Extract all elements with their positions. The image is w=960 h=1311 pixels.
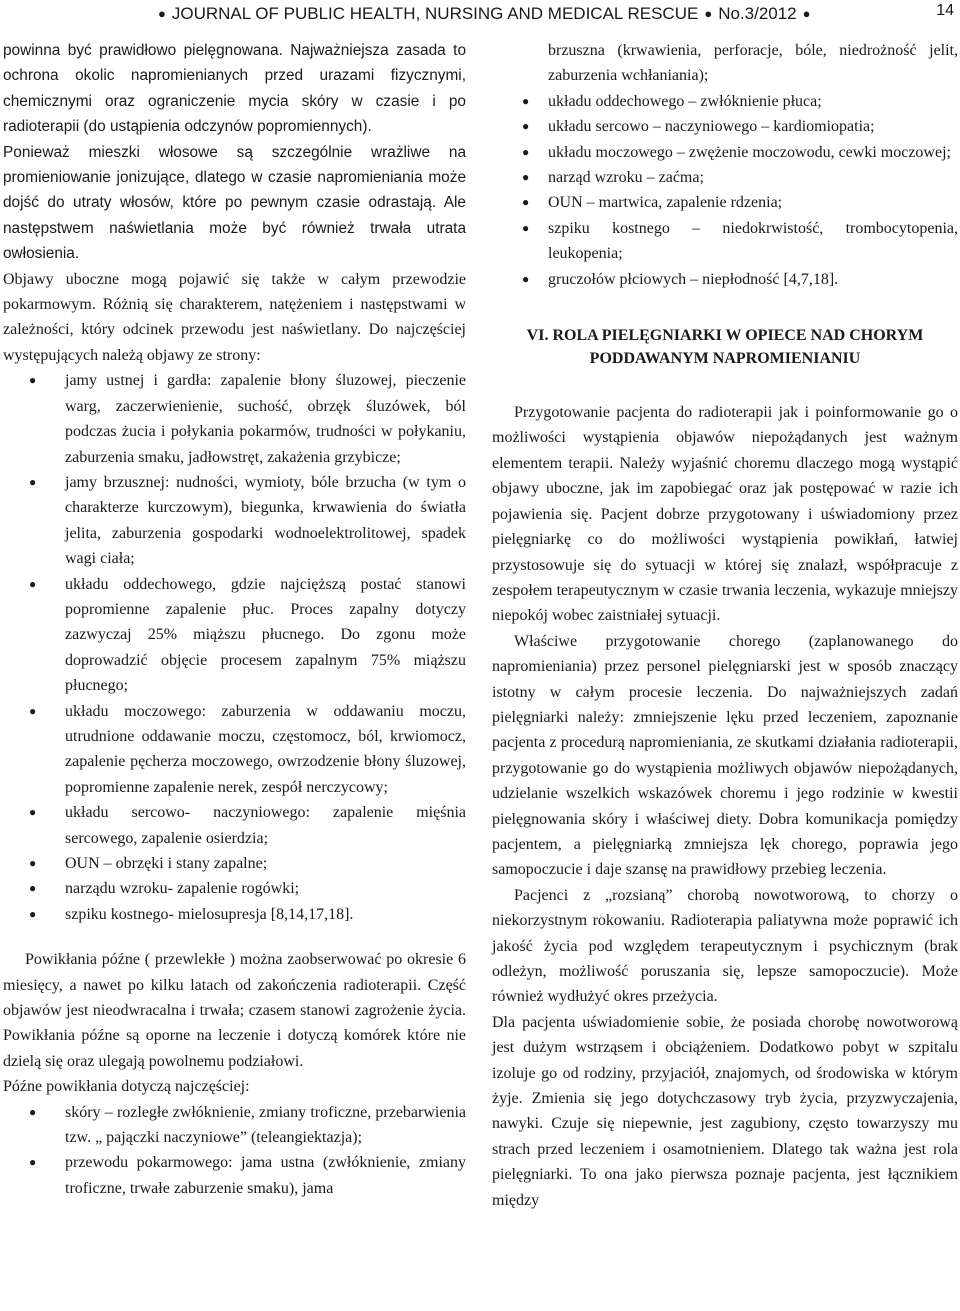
- list-item: ● narządu wzroku- zapalenie rogówki;: [3, 876, 466, 901]
- paragraph: Dla pacjenta uświadomienie sobie, że posiada chorobę nowotworową jest dużym wstrząsem i obciążeniem. Dodatkowo pobyt w szpitalu izoluje go od rodziny, przyjaciół, znajomych, od środowiska w którym żyje. Zmienia się jego dotychczasowy tryb życia, przyzwyczajenia, nawyki. Czuje się niepewnie, jest zagubiony, często towarzyszy mu strach przed leczeniem i osamotnieniem. Dlatego tak ważna jest rola pielęgniarki. To ona jako pierwsza poznaje pacjenta, jest łącznikiem między: [492, 1013, 958, 1209]
- issue-number: No.3/2012: [718, 4, 797, 23]
- list-item: ● OUN – obrzęki i stany zapalne;: [3, 851, 466, 876]
- running-header: [0, 4, 960, 30]
- list-item: ● szpiku kostnego- mielosupresja [8,14,17,18].: [3, 902, 466, 927]
- page-number: 14: [936, 2, 954, 19]
- section-heading: VI. ROLA PIELĘGNIARKI W OPIECE NAD CHORYM PODDAWANYM NAPROMIENIANIU: [526, 327, 924, 368]
- early-complications-list: [3, 368, 466, 927]
- paragraph: Właściwe przygotowanie chorego (zaplanowanego do napromieniania) przez personel pielęgniarski jest w sposób znaczący istotny w całym procesie leczenia. Do najważniejszych zadań pielęgniarki należy: zmniejszenie lęku przed leczeniem, zapoznanie pacjenta z procedurą napromieniania, ze skutkami działania radioterapii, przygotowanie go do wystąpienia możliwych objawów niepożądanych, udzielanie wszelkich wskazówek choremu i jego rodzinie w kwestii pielęgnowania skóry i właściwej diety. Dobra komunikacja pomiędzy pacjentem, a pielęgniarką zmniejsza lęk chorego, poprawia jego samopoczucie i daje szansę na prawidłowy przebieg leczenia.: [492, 632, 958, 879]
- right-column: [492, 38, 958, 1213]
- bullet-icon: ●: [158, 6, 166, 21]
- list-item: ● układu oddechowego – zwłóknienie płuca;: [492, 89, 958, 114]
- list-item: ● jamy ustnej i gardła: zapalenie błony śluzowej, pieczenie warg, zaczerwienienie, suchość, obrzęk śluzówek, ból podczas żucia i połykania pokarmów, trudności w połykaniu, zaburzenia smaku, jadłowstręt, zakażenia grzybicze;: [3, 368, 466, 470]
- journal-title: JOURNAL OF PUBLIC HEALTH, NURSING AND MEDICAL RESCUE: [171, 4, 699, 23]
- list-item: ● przewodu pokarmowego: jama ustna (zwłóknienie, zmiany troficzne, trwałe zaburzenie smaku), jama: [3, 1150, 466, 1201]
- late-complications-list: [3, 1100, 466, 1202]
- list-item: ● jamy brzusznej: nudności, wymioty, bóle brzucha (w tym o charakterze kurczowym), biegunka, krwawienia do światła jelita, zaburzenia gospodarki wodnoelektrolitowej, spadek wagi ciała;: [3, 470, 466, 572]
- paragraph: Pacjenci z „rozsianą” chorobą nowotworową, to chorzy o niekorzystnym rokowaniu. Radioterapia paliatywna może poprawić ich jakość życia pod względem terapeutycznym i psychicznym (brak odleżyn, możliwość poruszania się, lepsze samopoczucie). Może również wydłużyć okres przeżycia.: [492, 886, 958, 1006]
- paragraph: Objawy uboczne mogą pojawić się także w całym przewodzie pokarmowym. Różnią się charakterem, natężeniem i następstwami w zależności, który odcinek przewodu jest naświetlany. Do najczęściej występujących należą objawy ze strony:: [3, 270, 466, 364]
- paragraph: Przygotowanie pacjenta do radioterapii jak i poinformowanie go o możliwości wystąpienia objawów niepożądanych jest ważnym elementem terapii. Należy wyjaśnić choremu dlaczego mogą wystąpić objawy uboczne, jak im zapobiegać oraz jak postępować w razie ich pojawienia się. Pacjent dobrze przygotowany i uświadomiony przez pielęgniarkę co do możliwości wystąpienia powikłań, łatwiej przystosowuje się do sytuacji w której się znalazł, współpracuje z zespołem terapeutycznym w czasie trwania leczenia, wykazuje mniejszy niepokój wobec zaistniałej sytuacji.: [492, 404, 958, 625]
- spacer: [3, 927, 466, 947]
- list-item: ● narząd wzroku – zaćma;: [492, 165, 958, 190]
- bullet-icon: ●: [704, 6, 713, 21]
- list-item-continuation: brzuszna (krwawienia, perforacje, bóle, niedrożność jelit, zaburzenia wchłaniania);: [548, 42, 958, 85]
- list-item: ● skóry – rozległe zwłóknienie, zmiany troficzne, przebarwienia tzw. „ pajączki naczyniowe” (teleangiektazja);: [3, 1100, 466, 1151]
- list-item: ● układu sercowo- naczyniowego: zapalenie mięśnia sercowego, zapalenie osierdzia;: [3, 800, 466, 851]
- bullet-icon: ●: [802, 6, 811, 21]
- list-item: ● układu moczowego: zaburzenia w oddawaniu moczu, utrudnione oddawanie moczu, częstomocz, ból, krwiomocz, zapalenie pęcherza moczowego, owrzodzenie błony śluzowej, popromienne zapalenie nerek, zespół nerczycowy;: [3, 699, 466, 801]
- list-item: ● układu sercowo – naczyniowego – kardiomiopatia;: [492, 114, 958, 139]
- paragraph: Ponieważ mieszki włosowe są szczególnie wrażliwe na promieniowanie jonizujące, dlatego w czasie napromieniania może dojść do utraty włosów, które po pewnym czasie odrastają. Ale następstwem naświetlania może być również trwała utrata owłosienia.: [3, 143, 466, 263]
- list-item: ● OUN – martwica, zapalenie rdzenia;: [492, 190, 958, 215]
- paragraph: Późne powikłania dotyczą najczęściej:: [3, 1078, 250, 1096]
- paragraph: powinna być prawidłowo pielęgnowana. Najważniejsza zasada to ochrona okolic napromienianych przed urazami fizycznymi, chemicznymi oraz ograniczenie mycia skóry w czasie i po radioterapii (do ustąpienia odczynów popromiennych).: [3, 42, 466, 136]
- list-item: ● gruczołów płciowych – niepłodność [4,7,18].: [492, 267, 958, 292]
- paragraph: Powikłania późne ( przewlekłe ) można zaobserwować po okresie 6 miesięcy, a nawet po kilku latach od zakończenia radioterapii. Część objawów jest nieodwracalna i trwała; czasem stanowi zagrożenie życia. Powikłania późne są oporne na leczenie i dotyczą komórek które nie dzielą się oraz ulegają powolnemu podziałowi.: [3, 951, 466, 1070]
- journal-header: [152, 4, 817, 24]
- late-complications-list-continued: [492, 38, 958, 292]
- list-item: ● szpiku kostnego – niedokrwistość, trombocytopenia, leukopenia;: [492, 216, 958, 267]
- list-item: ● układu oddechowego, gdzie najcięższą postać stanowi popromienne zapalenie płuc. Proces zapalny dotyczy zazwyczaj 25% miąższu płucnego. Do zgonu może doprowadzić objęcie procesem zapalnym 75% miąższu płucnego;: [3, 572, 466, 699]
- list-item: ● układu moczowego – zwężenie moczowodu, cewki moczowej;: [492, 140, 958, 165]
- left-column: [3, 38, 466, 1201]
